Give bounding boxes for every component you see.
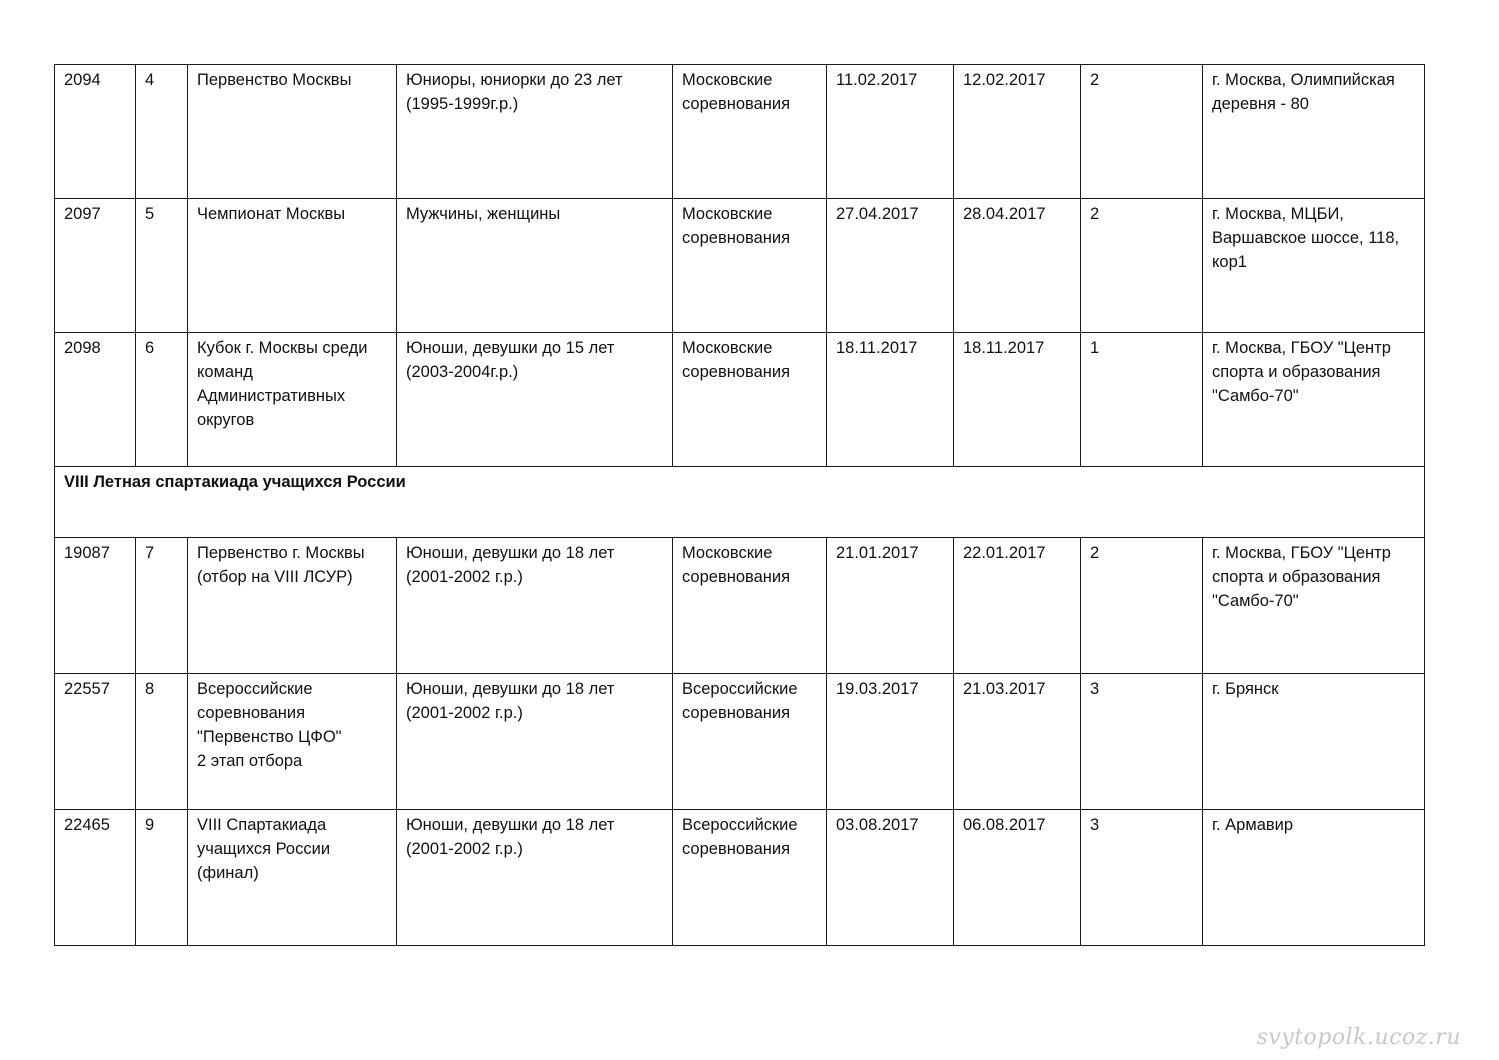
table-row (55, 333, 1425, 467)
row-number-cell: 9 (136, 810, 188, 946)
event-name-cell: Первенство г. Москвы (отбор на VIII ЛСУР) (188, 538, 397, 674)
table-row (55, 65, 1425, 199)
location-cell: г. Москва, ГБОУ "Центр спорта и образования "Самбо-70" (1203, 333, 1425, 467)
start-date-cell: 21.01.2017 (827, 538, 954, 674)
end-date-cell: 06.08.2017 (954, 810, 1081, 946)
event-name-cell: Кубок г. Москвы среди команд Административных округов (188, 333, 397, 467)
start-date-cell: 03.08.2017 (827, 810, 954, 946)
section-row (55, 467, 1425, 538)
end-date-cell: 22.01.2017 (954, 538, 1081, 674)
watermark: svytopolk.ucoz.ru (1256, 1025, 1461, 1050)
start-date-cell: 18.11.2017 (827, 333, 954, 467)
row-number-cell: 7 (136, 538, 188, 674)
event-name-cell: Всероссийские соревнования "Первенство ЦФО" 2 этап отбора (188, 674, 397, 810)
row-number-cell: 4 (136, 65, 188, 199)
table-row (55, 199, 1425, 333)
event-id-cell: 2098 (55, 333, 136, 467)
location-cell: г. Брянск (1203, 674, 1425, 810)
competition-level-cell: Московские соревнования (673, 65, 827, 199)
age-group-cell: Мужчины, женщины (397, 199, 673, 333)
age-group-cell: Юноши, девушки до 15 лет (2003-2004г.р.) (397, 333, 673, 467)
days-cell: 2 (1081, 538, 1203, 674)
event-name-cell: VIII Спартакиада учащихся России (финал) (188, 810, 397, 946)
section-title: VIII Летная спартакиада учащихся России (55, 467, 1425, 538)
days-cell: 2 (1081, 199, 1203, 333)
end-date-cell: 12.02.2017 (954, 65, 1081, 199)
competition-level-cell: Московские соревнования (673, 333, 827, 467)
age-group-cell: Юноши, девушки до 18 лет (2001-2002 г.р.) (397, 674, 673, 810)
table-row (55, 674, 1425, 810)
row-number-cell: 8 (136, 674, 188, 810)
age-group-cell: Юноши, девушки до 18 лет (2001-2002 г.р.) (397, 810, 673, 946)
row-number-cell: 5 (136, 199, 188, 333)
competition-level-cell: Московские соревнования (673, 199, 827, 333)
age-group-cell: Юноши, девушки до 18 лет (2001-2002 г.р.) (397, 538, 673, 674)
location-cell: г. Армавир (1203, 810, 1425, 946)
end-date-cell: 18.11.2017 (954, 333, 1081, 467)
competition-level-cell: Всероссийские соревнования (673, 674, 827, 810)
event-name-cell: Первенство Москвы (188, 65, 397, 199)
days-cell: 1 (1081, 333, 1203, 467)
location-cell: г. Москва, Олимпийская деревня - 80 (1203, 65, 1425, 199)
start-date-cell: 27.04.2017 (827, 199, 954, 333)
days-cell: 2 (1081, 65, 1203, 199)
location-cell: г. Москва, ГБОУ "Центр спорта и образования "Самбо-70" (1203, 538, 1425, 674)
start-date-cell: 11.02.2017 (827, 65, 954, 199)
table-row (55, 538, 1425, 674)
event-id-cell: 2094 (55, 65, 136, 199)
event-name-cell: Чемпионат Москвы (188, 199, 397, 333)
end-date-cell: 28.04.2017 (954, 199, 1081, 333)
days-cell: 3 (1081, 674, 1203, 810)
location-cell: г. Москва, МЦБИ, Варшавское шоссе, 118, кор1 (1203, 199, 1425, 333)
age-group-cell: Юниоры, юниорки до 23 лет (1995-1999г.р.) (397, 65, 673, 199)
end-date-cell: 21.03.2017 (954, 674, 1081, 810)
event-id-cell: 19087 (55, 538, 136, 674)
start-date-cell: 19.03.2017 (827, 674, 954, 810)
schedule-table (54, 64, 1425, 946)
competition-level-cell: Всероссийские соревнования (673, 810, 827, 946)
event-id-cell: 22557 (55, 674, 136, 810)
competition-level-cell: Московские соревнования (673, 538, 827, 674)
row-number-cell: 6 (136, 333, 188, 467)
table-row (55, 810, 1425, 946)
days-cell: 3 (1081, 810, 1203, 946)
event-id-cell: 22465 (55, 810, 136, 946)
event-id-cell: 2097 (55, 199, 136, 333)
